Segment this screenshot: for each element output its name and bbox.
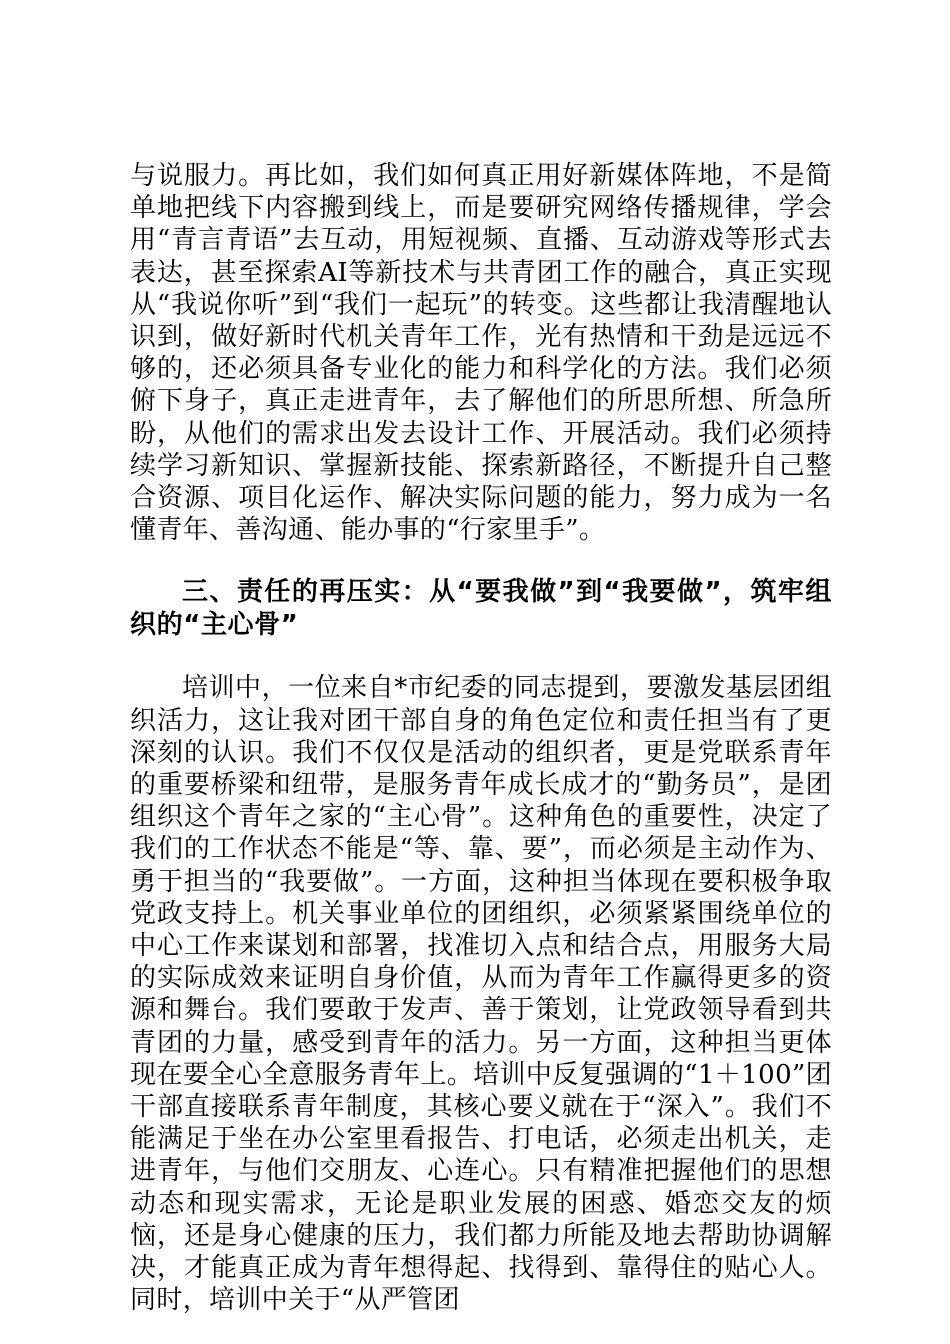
- body-paragraph: 培训中，一位来自*市纪委的同志提到，要激发基层团组织活力，这让我对团干部自身的角色定位和责任担当有了更深刻的认识。我们不仅仅是活动的组织者，更是党联系青年的重要桥梁和纽带，是服务青年成长成才的“勤务员”，是团组织这个青年之家的“主心骨”。这种角色的重要性，决定了我们的工作状态不能是“等、靠、要”，而必须是主动作为、勇于担当的“我要做”。一方面，这种担当体现在要积极争取党政支持上。机关事业单位的团组织，必须紧紧围绕单位的中心工作来谋划和部署，找准切入点和结合点，用服务大局的实际成效来证明自身价值，从而为青年工作赢得更多的资源和舞台。我们要敢于发声、善于策划，让党政领导看到共青团的力量，感受到青年的活力。另一方面，这种担当更体现在要全心全意服务青年上。培训中反复强调的“1＋100”团干部直接联系青年制度，其核心要义就在于“深入”。我们不能满足于坐在办公室里看报告、打电话，必须走出机关，走进青年，与他们交朋友、心连心。只有精准把握他们的思想动态和现实需求，无论是职业发展的困惑、婚恋交友的烦恼，还是身心健康的压力，我们都力所能及地去帮助协调解决，才能真正成为青年想得起、找得到、靠得住的贴心人。同时，培训中关于“从严管团: [130, 673, 832, 1316]
- body-paragraph-continued: 与说服力。再比如，我们如何真正用好新媒体阵地，不是简单地把线下内容搬到线上，而是要研究网络传播规律，学会用“青言青语”去互动，用短视频、直播、互动游戏等形式去表达，甚至探索AI等新技术与共青团工作的融合，真正实现从“我说你听”到“我们一起玩”的转变。这些都让我清醒地认识到，做好新时代机关青年工作，光有热情和干劲是远远不够的，还必须具备专业化的能力和科学化的方法。我们必须俯下身子，真正走进青年，去了解他们的所思所想、所急所盼，从他们的需求出发去设计工作、开展活动。我们必须持续学习新知识、掌握新技能、探索新路径，不断提升自己整合资源、项目化运作、解决实际问题的能力，努力成为一名懂青年、善沟通、能办事的“行家里手”。: [130, 161, 832, 546]
- document-page: [130, 160, 832, 1317]
- section-heading: 三、责任的再压实：从“要我做”到“我要做”，筑牢组织的“主心骨”: [130, 577, 832, 641]
